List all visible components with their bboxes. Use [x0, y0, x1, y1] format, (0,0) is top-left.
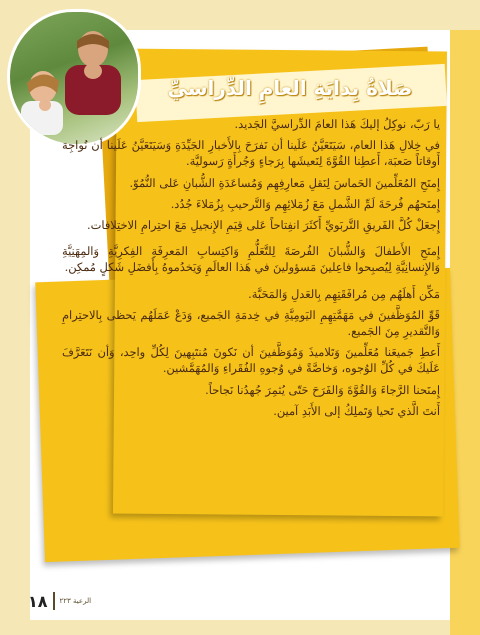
page-number: ١٨ — [28, 591, 48, 611]
prayer-paragraph: إِمنَحِ المُعَلِّمينَ الحَماسَ لِنَقلِ مَعارِفِهِم وَمُساعَدَةِ الشُّبانِ عَلى النُّمُوّ. — [129, 175, 440, 190]
page-footer — [28, 592, 91, 610]
praying-woman-figure — [55, 27, 125, 127]
prayer-paragraph: في خِلالِ هَذا العام، سَيَتَعَيَّنُ عَلَينا أن نَفرَحَ بِالأَخبارِ الجَيِّدَةِ وَسَيَتَعَيَّنُ عَلَينا أن نُواجِهَ أَوقاتاً صَعبَة، أَعطِنا القُوَّةَ لِنَعيشَها بِرَجاءٍ وَجُرأَةٍ رَسوليَّة. — [62, 138, 440, 169]
praying-girl-figure — [15, 67, 65, 137]
prayer-title: صَلاةُ بِدايَةِ العامِ الدِّراسيِّ — [167, 76, 413, 100]
prayer-paragraph: يا رَبّ، نوكِلُ إليكَ هَذا العامَ الدِّراسيَّ الجَديد. — [234, 117, 440, 131]
prayer-text — [62, 116, 440, 424]
prayer-paragraph: مَكِّن أَهلَهُم مِن مُرافَقَتِهِم بِالعَدلِ وَالمَحَبَّة. — [248, 286, 440, 301]
prayer-paragraph: قَوِّ المُوَظَّفينَ في مَهَمَّتِهِمِ اليَومِيَّةِ في خِدمَةِ الجَميع، وَدَعْ عَمَلَهُم يَحظى بِالاحتِرامِ وَالتَّقديرِ مِنَ الجَميع. — [62, 307, 440, 339]
prayer-paragraph: إِمنَحنا الرَّجاءَ وَالقُوَّةَ وَالفَرَحَ حَتّى يُثمِرَ جُهدُنا نَجاحاً. — [205, 382, 440, 397]
prayer-paragraph: إِمنَحهُم فُرحَةَ لَمِّ الشَّملِ مَعَ زُمَلائِهِم وَالتَّرحيبِ بِزُمَلاءَ جُدُد. — [170, 196, 440, 211]
prayer-paragraph: أَعطِ جَميعَنا مُعَلِّمينَ وَتَلاميذَ وَمُوَظَّفينَ أن نَكونَ مُنتَبِهينَ لِكُلِّ واحِد، وَأن نَتَعَرَّفَ عَلَيكَ في كُلِّ الوُجوه، وَخاصَّةً في وُجوهِ الفُقَراءِ وَالمُهَمَّشين. — [62, 345, 440, 376]
prayer-paragraph: أَنتَ الَّذي تَحيا وَتَملِكُ إلى الأَبَدِ آمين. — [273, 403, 440, 418]
footer-divider — [53, 592, 55, 610]
prayer-paragraph: إِمنَحِ الأَطفالَ وَالشُّبانَ الفُرصَةَ لِلتَّعَلُّمِ وَاكتِسابِ المَعرِفَةِ الفِكرِيَّةِ وَالمِهَنِيَّةِ وَالإِنسانِيَّةِ لِيُصبِحوا فاعِلينَ مَسؤولينَ في هَذا العالَمِ وَيَخدُموهُ بِأَفضَلِ شَكلٍ مُمكِن. — [62, 244, 440, 275]
footer-code: الرعية ٢٢٣ — [59, 597, 92, 605]
prayer-paragraph: إِجعَلْ كُلَّ الفَريقِ التَّربَويِّ أَكثَرَ انفِتاحاً عَلى قِيَمِ الإِنجيلِ مَعَ احتِرامِ الاختِلافات. — [87, 218, 440, 233]
